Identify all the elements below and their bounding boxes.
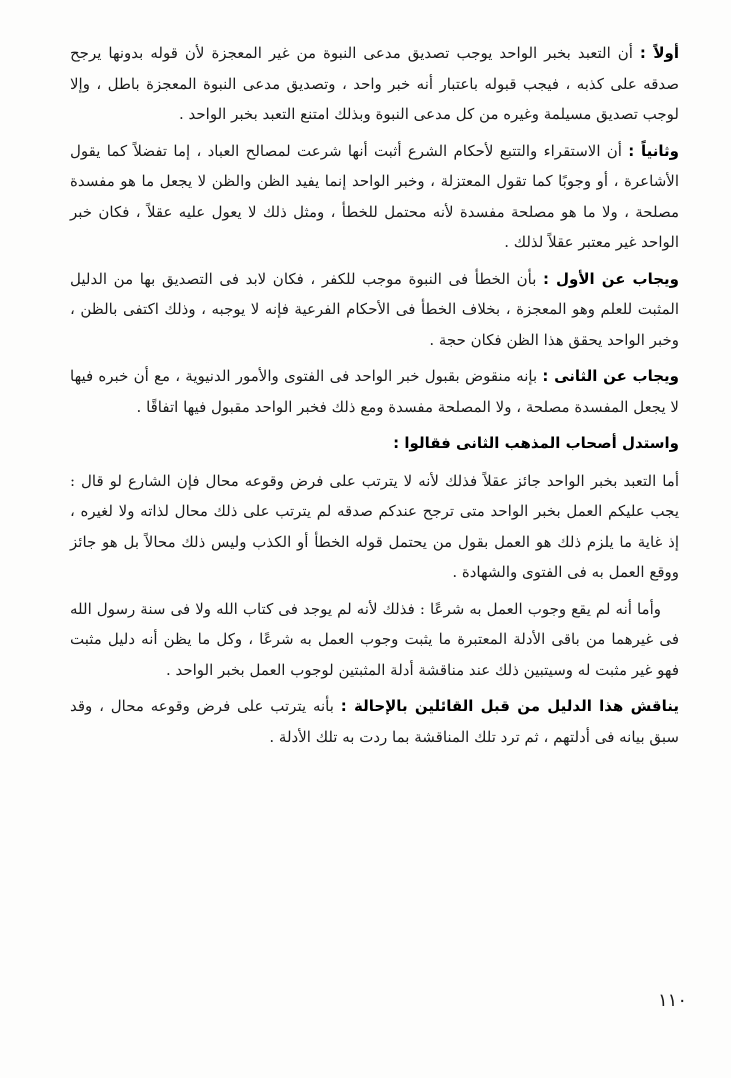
paragraph-reply-second	[70, 361, 679, 422]
paragraph-lead: ويجاب عن الثانى :	[542, 367, 679, 385]
paragraph-lead: وثانياً :	[628, 141, 679, 160]
paragraph-text: أما التعبد بخبر الواحد جائز عقلاً فذلك لأنه لا يترتب على فرض وقوعه محال فإن الشارع لو قال : يجب عليكم العمل بخبر الواحد متى ترجح عندكم صدقه لم يترتب على ذلك محال لذاته ولا لغيره ، إذ غاية ما يلزم ذلك هو العمل بقول من يحتمل قوله الخطأ أو الكذب وليس ذلك محالاً بل هو جائز ووقع العمل به فى الفتوى والشهادة .	[70, 471, 679, 581]
page-body	[70, 38, 679, 758]
paragraph-lead: يناقش هذا الدليل من قبل القائلين بالإحالة :	[340, 697, 679, 715]
paragraph-text: بأن الخطأ فى النبوة موجب للكفر ، فكان لابد فى التصديق بها من الدليل المثبت للعلم وهو المعجزة ، بخلاف الخطأ فى الأحكام الفرعية فإنه لا يوجبه ، وذلك اكتفى بالظن ، وخبر الواحد يحقق هذا الظن فكان حجة .	[70, 269, 679, 349]
page-number: ١١٠	[657, 990, 687, 1011]
paragraph-text: بأنه يترتب على فرض وقوعه محال ، وقد سبق بيانه فى أدلتهم ، ثم ترد تلك المناقشة بما ردت به تلك الأدلة .	[70, 697, 679, 746]
paragraph-text: وأما أنه لم يقع وجوب العمل به شرعًا : فذلك لأنه لم يوجد فى كتاب الله ولا فى سنة رسول الله فى غيرهما من باقى الأدلة المعتبرة ما يثبت وجوب العمل به شرعًا ، وكل ما يظن أنه دليل مثبت فهو غير مثبت له وسيتبين ذلك عند مناقشة أدلة المثبتين لوجوب العمل بخبر الواحد .	[70, 599, 679, 679]
paragraph-reply-first	[70, 264, 679, 356]
paragraph-rebuttal	[70, 691, 679, 752]
paragraph-text: بإنه منقوض بقبول خبر الواحد فى الفتوى والأمور الدنيوية ، مع أن خبره فيها لا يجعل المفسدة مصلحة ، ولا المصلحة مفسدة ومع ذلك فخبر الواحد مقبول فيها اتفاقًا .	[70, 367, 679, 416]
paragraph-text: أن الاستقراء والتتبع لأحكام الشرع أثبت أنها شرعت لمصالح العباد ، إما تفضلاً كما يقول الأشاعرة ، أو وجوبًا كما تقول المعتزلة ، وخبر الواحد إنما يفيد الظن والظن لا يجعل ما هو مفسدة مصلحة ، ولا ما هو مصلحة مفسدة لأنه محتمل للخطأ ، ومثل ذلك لا يعول عليه عقلاً ، فكان خبر الواحد غير معتبر عقلاً لذلك .	[70, 141, 679, 251]
paragraph-no-legal-obligation	[70, 594, 679, 686]
section-heading-text: واستدل أصحاب المذهب الثانى فقالوا :	[393, 434, 679, 452]
paragraph-lead: أولاً :	[639, 44, 680, 62]
section-heading	[70, 428, 679, 459]
paragraph-text: أن التعبد بخبر الواحد يوجب تصديق مدعى النبوة من غير المعجزة لأن قوله بدونها يرجح صدقه على كذبه ، فيجب قبوله باعتبار أنه خبر واحد ، وتصديق مدعى النبوة المعجزة باطل ، وإلا لوجب تصديق مسيلمة وغيره من كل مدعى النبوة وبذلك امتنع التعبد بخبر الواحد .	[70, 44, 679, 123]
paragraph-lead: ويجاب عن الأول :	[542, 269, 679, 288]
paragraph-rational-permissibility	[70, 466, 679, 588]
paragraph-second-argument	[70, 136, 679, 258]
paragraph-first-argument	[70, 38, 679, 130]
